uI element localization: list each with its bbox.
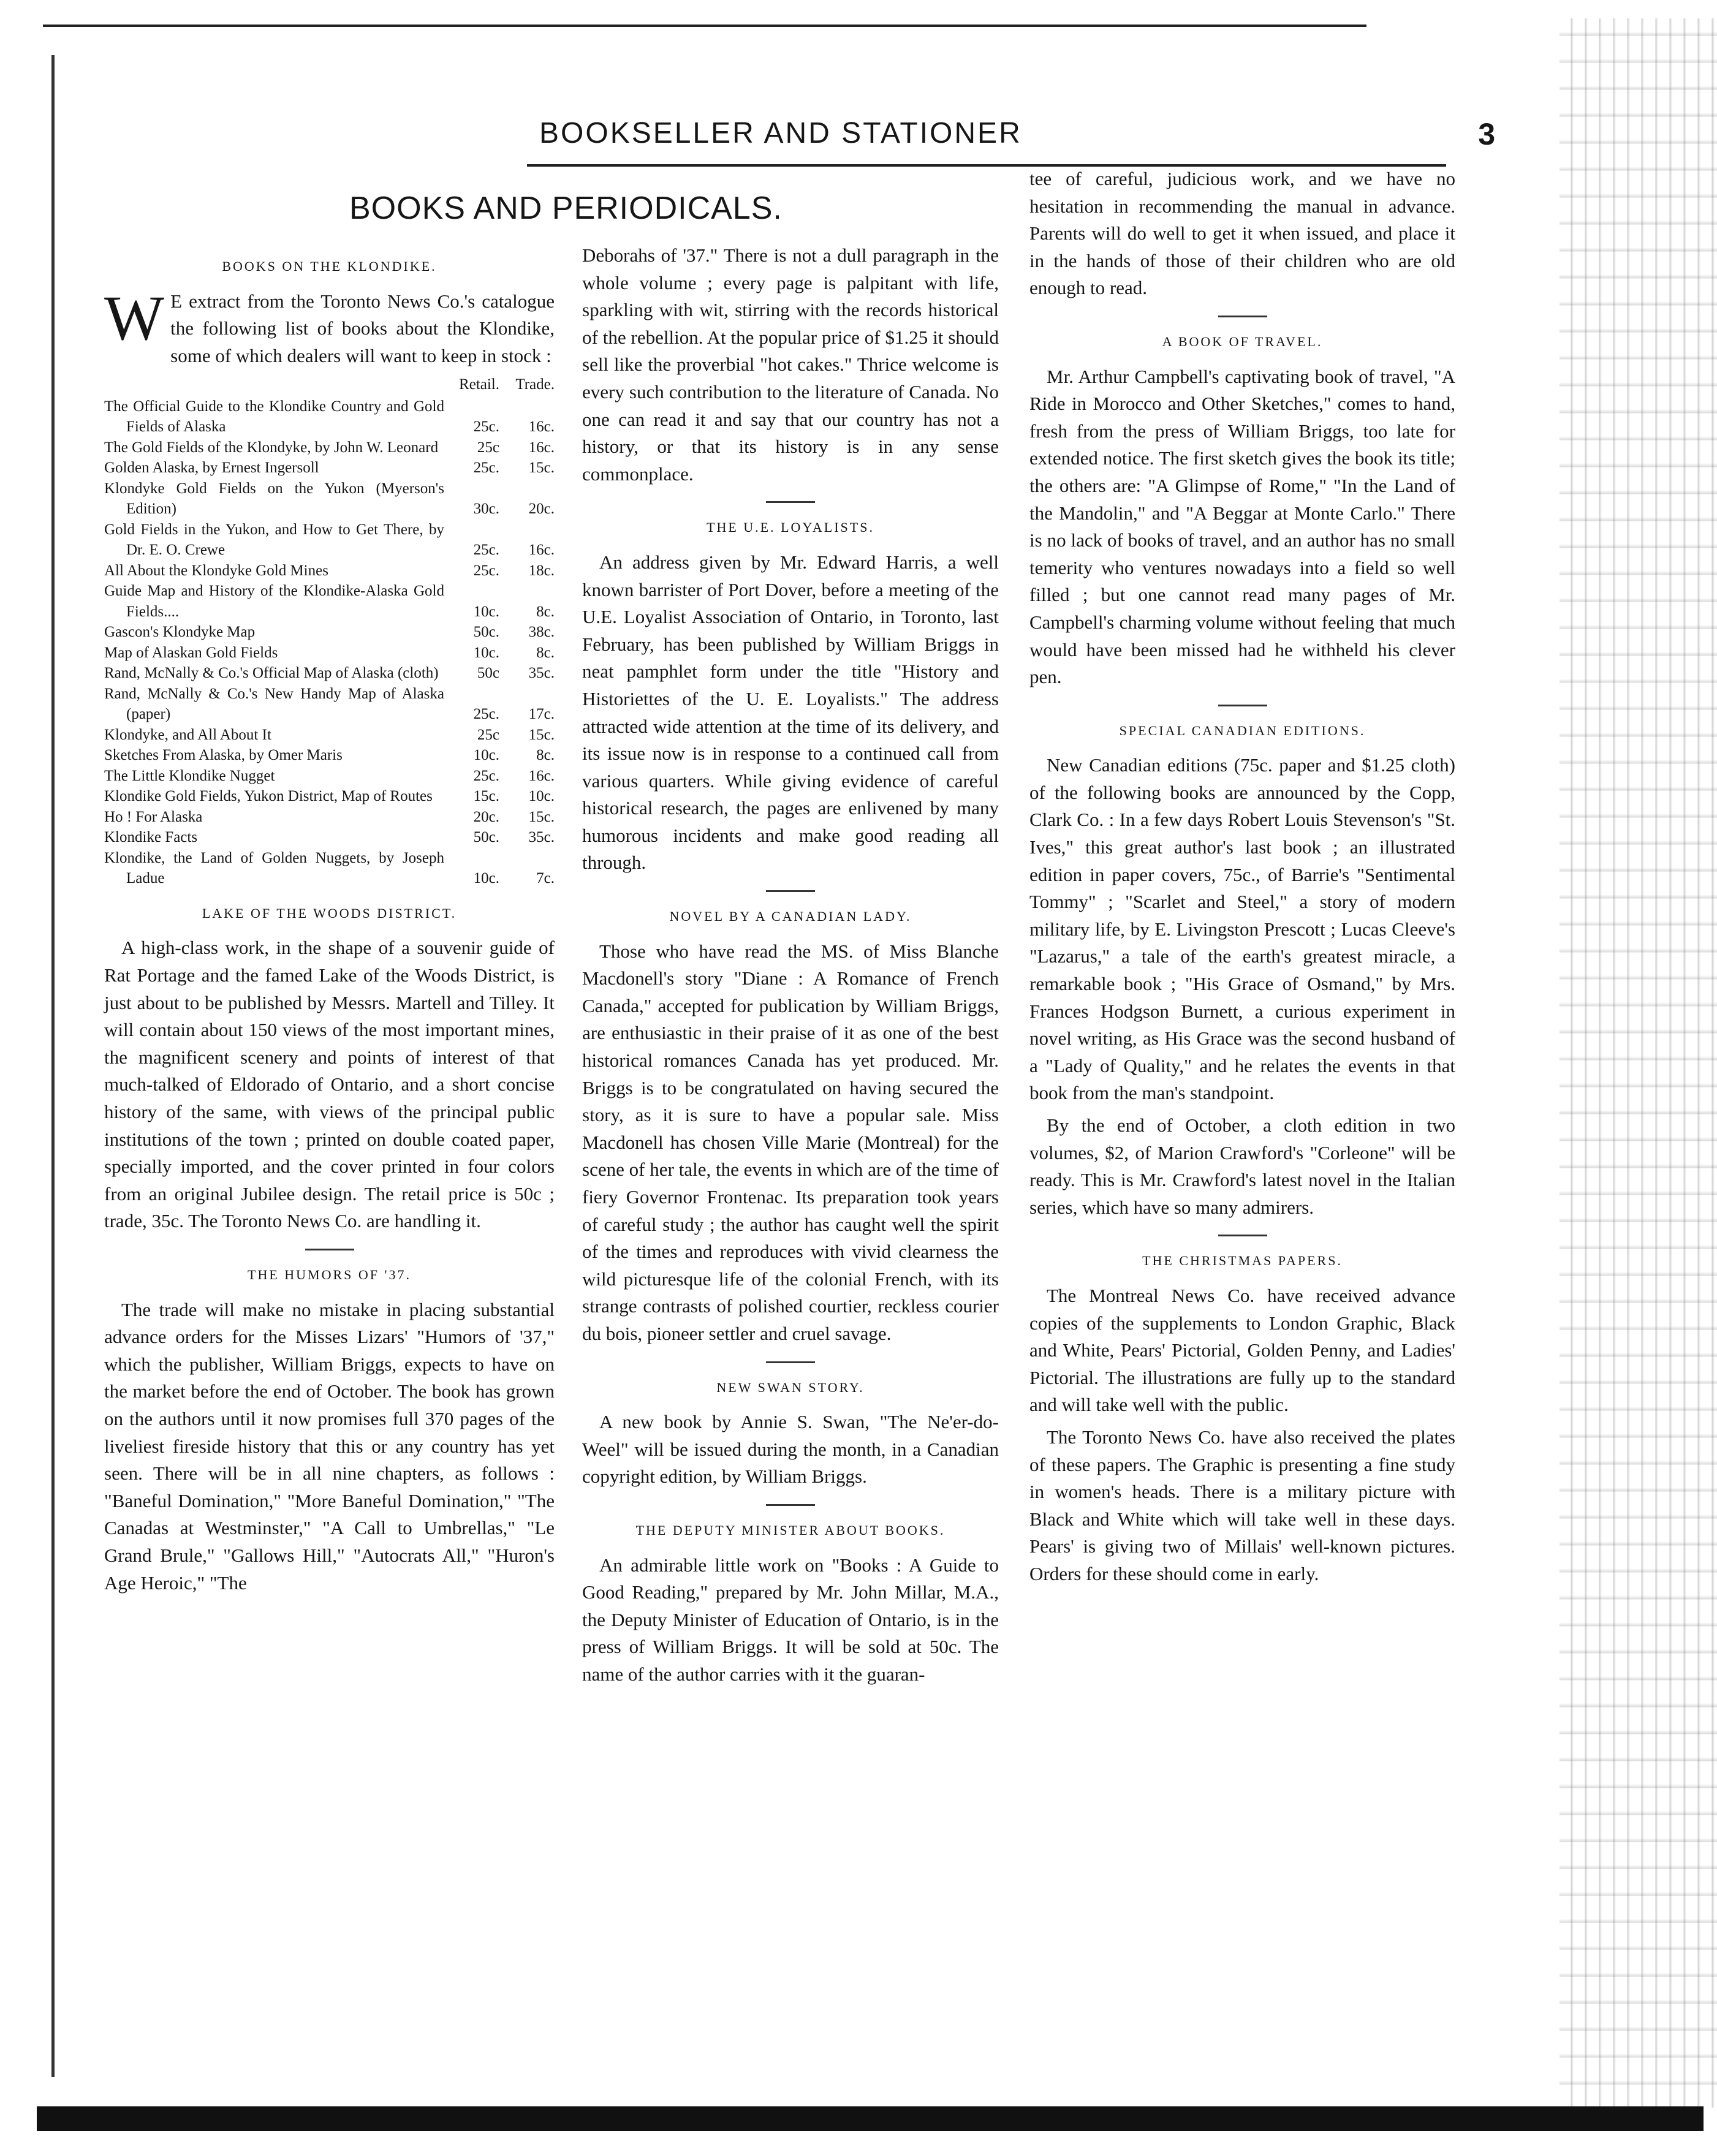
retail-price: 25c. bbox=[473, 767, 499, 784]
price-list-row bbox=[104, 745, 555, 766]
book-title: Rand, McNally & Co.'s Official Map of Alaska (cloth) bbox=[104, 665, 439, 682]
price-list-row bbox=[104, 786, 555, 807]
price-list-row bbox=[104, 437, 555, 458]
column-1 bbox=[104, 242, 555, 1602]
book-title: Gascon's Klondyke Map bbox=[104, 624, 256, 641]
trade-price: 7c. bbox=[536, 870, 555, 887]
section-divider bbox=[766, 1361, 815, 1363]
price-list-row bbox=[104, 766, 555, 787]
price-list-row bbox=[104, 848, 555, 889]
humors-text-continued: Deborahs of '37." There is not a dull paragraph in the whole volume ; every page is palpitant with life, sparkling with wit, stirring with the records historical of the rebellion. At the popular price of $1.25 it should sell like the proverbial "hot cakes." Thrice welcome is every such contribution to the literature of Canada. No one can read it and say that our country has not a history, or that its history is in any sense commonplace. bbox=[582, 244, 999, 485]
page-bottom-edge bbox=[37, 2106, 1704, 2131]
book-title: Sketches From Alaska, by Omer Maris bbox=[104, 747, 343, 764]
book-title: Klondike Facts bbox=[104, 829, 198, 846]
page-top-edge bbox=[43, 25, 1366, 27]
price-list-row bbox=[104, 807, 555, 828]
book-title: Rand, McNally & Co.'s New Handy Map of Alaska (paper) bbox=[104, 685, 444, 723]
page-left-edge bbox=[51, 55, 55, 2077]
section-heading-swan: NEW SWAN STORY. bbox=[716, 1379, 865, 1395]
trade-price: 8c. bbox=[536, 747, 555, 764]
book-title: Golden Alaska, by Ernest Ingersoll bbox=[104, 460, 319, 477]
trade-price: 20c. bbox=[528, 501, 555, 518]
running-head bbox=[74, 116, 1495, 165]
price-list bbox=[104, 374, 555, 889]
section-divider bbox=[305, 1249, 354, 1250]
lake-woods-text: A high-class work, in the shape of a souvenir guide of Rat Portage and the famed Lake of the Woods District, is just about to be published by Messrs. Martell and Tilley. It will contain about 150 views of the most important mines, the magnificent scenery and points of interest of that much-talked of Eldorado of Ontario, and a short concise history of the same, with views of the principal public institutions of the town ; printed on double coated paper, specially imported, and the cover printed in four colors from an original Jubilee design. The retail price is 50c ; trade, 35c. The Toronto News Co. are handling it. bbox=[104, 937, 555, 1232]
price-list-row bbox=[104, 396, 555, 437]
deputy-text-continued: tee of careful, judicious work, and we have no hesitation in recommending the manual in advance. Parents will do well to get it when issued, and place it in the hands of those of their children who are old enough to read. bbox=[1029, 168, 1455, 299]
swan-text: A new book by Annie S. Swan, "The Ne'er-do-Weel" will be issued during the month, in a Canadian copyright edition, by William Briggs. bbox=[582, 1411, 999, 1488]
retail-price: 25c. bbox=[473, 460, 499, 477]
price-list-row bbox=[104, 520, 555, 561]
trade-price: 15c. bbox=[528, 808, 555, 825]
retail-price: 50c. bbox=[473, 829, 499, 846]
trade-price: 17c. bbox=[528, 706, 555, 723]
book-title: Map of Alaskan Gold Fields bbox=[104, 644, 278, 661]
trade-price: 10c. bbox=[528, 788, 555, 805]
humors-text: The trade will make no mistake in placing substantial advance orders for the Misses Lizars' "Humors of '37," which the publisher, William Briggs, expects to have on the market before the end of October. The book has grown on the authors until it now promises full 370 pages of the liveliest fireside history that this or any country has yet seen. There will be in all nine chapters, as follows : "Baneful Domination," "More Baneful Domination," "The Canadas at Westminster," "A Call to Umbrellas," "Le Grand Brule," "Gallows Hill," "Autocrats All," "Huron's Age Heroic," "The bbox=[104, 1298, 555, 1594]
retail-price: 20c. bbox=[473, 808, 499, 825]
retail-price: 50c. bbox=[473, 624, 499, 641]
retail-column-header: Retail. bbox=[459, 376, 499, 393]
section-heading-christmas: THE CHRISTMAS PAPERS. bbox=[1142, 1253, 1343, 1269]
book-title: Ho ! For Alaska bbox=[104, 808, 203, 825]
book-title: Gold Fields in the Yukon, and How to Get There, by Dr. E. O. Crewe bbox=[104, 521, 444, 559]
price-list-row bbox=[104, 478, 555, 520]
price-list-row bbox=[104, 581, 555, 622]
trade-price: 16c. bbox=[528, 418, 555, 436]
section-heading-klondike: BOOKS ON THE KLONDIKE. bbox=[222, 259, 437, 274]
klondike-intro-text: E extract from the Toronto News Co.'s catalogue the following list of books about the Klondike, some of which dealers will want to keep in stock : bbox=[170, 290, 555, 366]
deputy-text: An admirable little work on "Books : A Guide to Good Reading," prepared by Mr. John Millar, M.A., the Deputy Minister of Education of Ontario, is in the press of William Briggs. It will be sold at 50c. The name of the author carries with it the guaran- bbox=[582, 1554, 999, 1685]
book-title: The Official Guide to the Klondike Country and Gold Fields of Alaska bbox=[104, 398, 444, 436]
section-heading-lake-woods: LAKE OF THE WOODS DISTRICT. bbox=[202, 905, 457, 921]
trade-price: 15c. bbox=[528, 460, 555, 477]
book-title: Guide Map and History of the Klondike-Alaska Gold Fields.... bbox=[104, 583, 444, 620]
klondike-intro bbox=[104, 282, 555, 370]
retail-price: 25c. bbox=[473, 418, 499, 436]
page-number: 3 bbox=[1478, 117, 1495, 151]
trade-price: 18c. bbox=[528, 562, 555, 579]
retail-price: 25c. bbox=[473, 542, 499, 559]
section-divider bbox=[766, 1504, 815, 1506]
trade-price: 16c. bbox=[528, 542, 555, 559]
retail-price: 25c bbox=[477, 439, 499, 456]
trade-price: 8c. bbox=[536, 644, 555, 661]
book-title: Klondike Gold Fields, Yukon District, Map of Routes bbox=[104, 788, 433, 805]
retail-price: 10c. bbox=[473, 747, 499, 764]
section-heading-travel: A BOOK OF TRAVEL. bbox=[1162, 333, 1323, 349]
section-heading-loyalists: THE U.E. LOYALISTS. bbox=[707, 520, 874, 535]
price-list-rows bbox=[104, 396, 555, 889]
price-list-row bbox=[104, 643, 555, 664]
special-text-2: By the end of October, a cloth edition in two volumes, $2, of Marion Crawford's "Corleone" will be ready. This is Mr. Crawford's latest novel in the Italian series, which have so many admirers. bbox=[1029, 1114, 1455, 1218]
price-list-row bbox=[104, 725, 555, 746]
retail-price: 10c. bbox=[473, 644, 499, 661]
christmas-text-1: The Montreal News Co. have received advance copies of the supplements to London Graphic, Black and White, Pears' Pictorial, Golden Penny, and Ladies' Pictorial. The illustrations are fully up to the standard and will take well with the public. bbox=[1029, 1284, 1455, 1416]
book-title: Klondyke, and All About It bbox=[104, 726, 271, 743]
price-list-row bbox=[104, 458, 555, 478]
novel-text: Those who have read the MS. of Miss Blanche Macdonell's story "Diane : A Romance of French Canada," accepted for publication by William Briggs, are enthusiastic in their praise of it as one of the best historical romances Canada has yet produced. Mr. Briggs is to be congratulated on having secured the story, as it is sure to have a popular sale. Miss Macdonell has chosen Ville Marie (Montreal) for the scene of her tale, the events in which are of the time of fiery Governor Frontenac. Its preparation took years of careful study ; the author has caught well the spirit of the times and reproduces with vivid clearness the wild picturesque life of the colonial French, with its strange contrasts of polished courtier, reckless courier du bois, pioneer settler and cruel savage. bbox=[582, 940, 999, 1344]
section-heading-novel: NOVEL BY A CANADIAN LADY. bbox=[669, 909, 912, 925]
trade-price: 15c. bbox=[528, 726, 555, 743]
retail-price: 25c bbox=[477, 726, 499, 743]
retail-price: 25c. bbox=[473, 562, 499, 579]
section-divider bbox=[1218, 316, 1267, 317]
price-list-header bbox=[104, 374, 555, 395]
section-heading-deputy: THE DEPUTY MINISTER ABOUT BOOKS. bbox=[635, 1522, 946, 1538]
section-heading-humors: THE HUMORS OF '37. bbox=[248, 1267, 411, 1282]
drop-cap: W bbox=[104, 282, 165, 354]
travel-text: Mr. Arthur Campbell's captivating book of travel, "A Ride in Morocco and Other Sketches," comes to hand, fresh from the press of William Briggs, too late for extended notice. The first sketch gives the book its title; the others are: "A Glimpse of Rome," "In the Land of the Mandolin," and "A Beggar at Monte Carlo." There is no lack of books of travel, and an author has no small temerity who ventures nowadays into a field so well filled ; but one cannot read many pages of Mr. Campbell's charming volume without feeling that much would have been missed had he withheld his clever pen. bbox=[1029, 365, 1455, 688]
trade-price: 8c. bbox=[536, 603, 555, 620]
christmas-text-2: The Toronto News Co. have also received the plates of these papers. The Graphic is presenting a fine study in women's heads. There is a military picture with Black and White which will take well in these days. Pears' is giving two of Millais' well-known pictures. Orders for these should come in early. bbox=[1029, 1426, 1455, 1584]
trade-price: 35c. bbox=[528, 665, 555, 682]
loyalists-text: An address given by Mr. Edward Harris, a well known barrister of Port Dover, before a meeting of the U.E. Loyalist Association of Ontario, in Toronto, last February, has been published by William Briggs in neat pamphlet form under the title "History and Historiettes of the U. E. Loyalists." The address attracted wide attention at the time of its delivery, and its issue now is in response to a continued call from various quarters. While giving evidence of careful historical research, the pages are enlivened by many humorous incidents and make good reading all through. bbox=[582, 551, 999, 874]
retail-price: 10c. bbox=[473, 603, 499, 620]
trade-price: 16c. bbox=[528, 767, 555, 784]
retail-price: 30c. bbox=[473, 501, 499, 518]
scan-binding-noise bbox=[1560, 18, 1717, 2108]
book-title: The Gold Fields of the Klondyke, by John W. Leonard bbox=[104, 439, 439, 456]
book-title: The Little Klondike Nugget bbox=[104, 767, 275, 784]
retail-price: 10c. bbox=[473, 870, 499, 887]
price-list-row bbox=[104, 561, 555, 581]
price-list-row bbox=[104, 684, 555, 725]
page-title: BOOKS AND PERIODICALS. bbox=[349, 191, 783, 226]
trade-price: 35c. bbox=[528, 829, 555, 846]
retail-price: 25c. bbox=[473, 706, 499, 723]
price-list-row bbox=[104, 827, 555, 848]
section-divider bbox=[1218, 1235, 1267, 1236]
book-title: Klondike, the Land of Golden Nuggets, by Joseph Ladue bbox=[104, 849, 444, 887]
section-heading-special: SPECIAL CANADIAN EDITIONS. bbox=[1119, 722, 1366, 738]
retail-price: 15c. bbox=[473, 788, 499, 805]
price-list-row bbox=[104, 622, 555, 643]
column-3 bbox=[1029, 165, 1455, 1593]
section-divider bbox=[766, 501, 815, 503]
price-list-row bbox=[104, 663, 555, 684]
section-divider bbox=[766, 890, 815, 892]
section-divider bbox=[1218, 705, 1267, 706]
trade-price: 16c. bbox=[528, 439, 555, 456]
book-title: Klondyke Gold Fields on the Yukon (Myerson's Edition) bbox=[104, 480, 444, 518]
retail-price: 50c bbox=[477, 665, 499, 682]
running-title: BOOKSELLER AND STATIONER bbox=[539, 117, 1022, 149]
trade-price: 38c. bbox=[528, 624, 555, 641]
book-title: All About the Klondyke Gold Mines bbox=[104, 562, 328, 579]
column-2 bbox=[582, 242, 999, 1693]
trade-column-header: Trade. bbox=[515, 376, 555, 393]
special-text-1: New Canadian editions (75c. paper and $1.25 cloth) of the following books are announced by the Copp, Clark Co. : In a few days Robert Louis Stevenson's "St. Ives," this great author's last book ; an illustrated edition in paper covers, 75c., of Barrie's "Sentimental Tommy" ; "Scarlet and Steel," a story of modern military life, by E. Livingston Prescott ; Lucas Cleeve's "Lazarus," a tale of the earth's greatest miracle, a remarkable book ; "His Grace of Osmand," by Mrs. Frances Hodgson Burnett, a curious experiment in novel writing, as His Grace was the second husband of a "Lady of Quality," and he relates the events in that book from the man's standpoint. bbox=[1029, 754, 1455, 1104]
